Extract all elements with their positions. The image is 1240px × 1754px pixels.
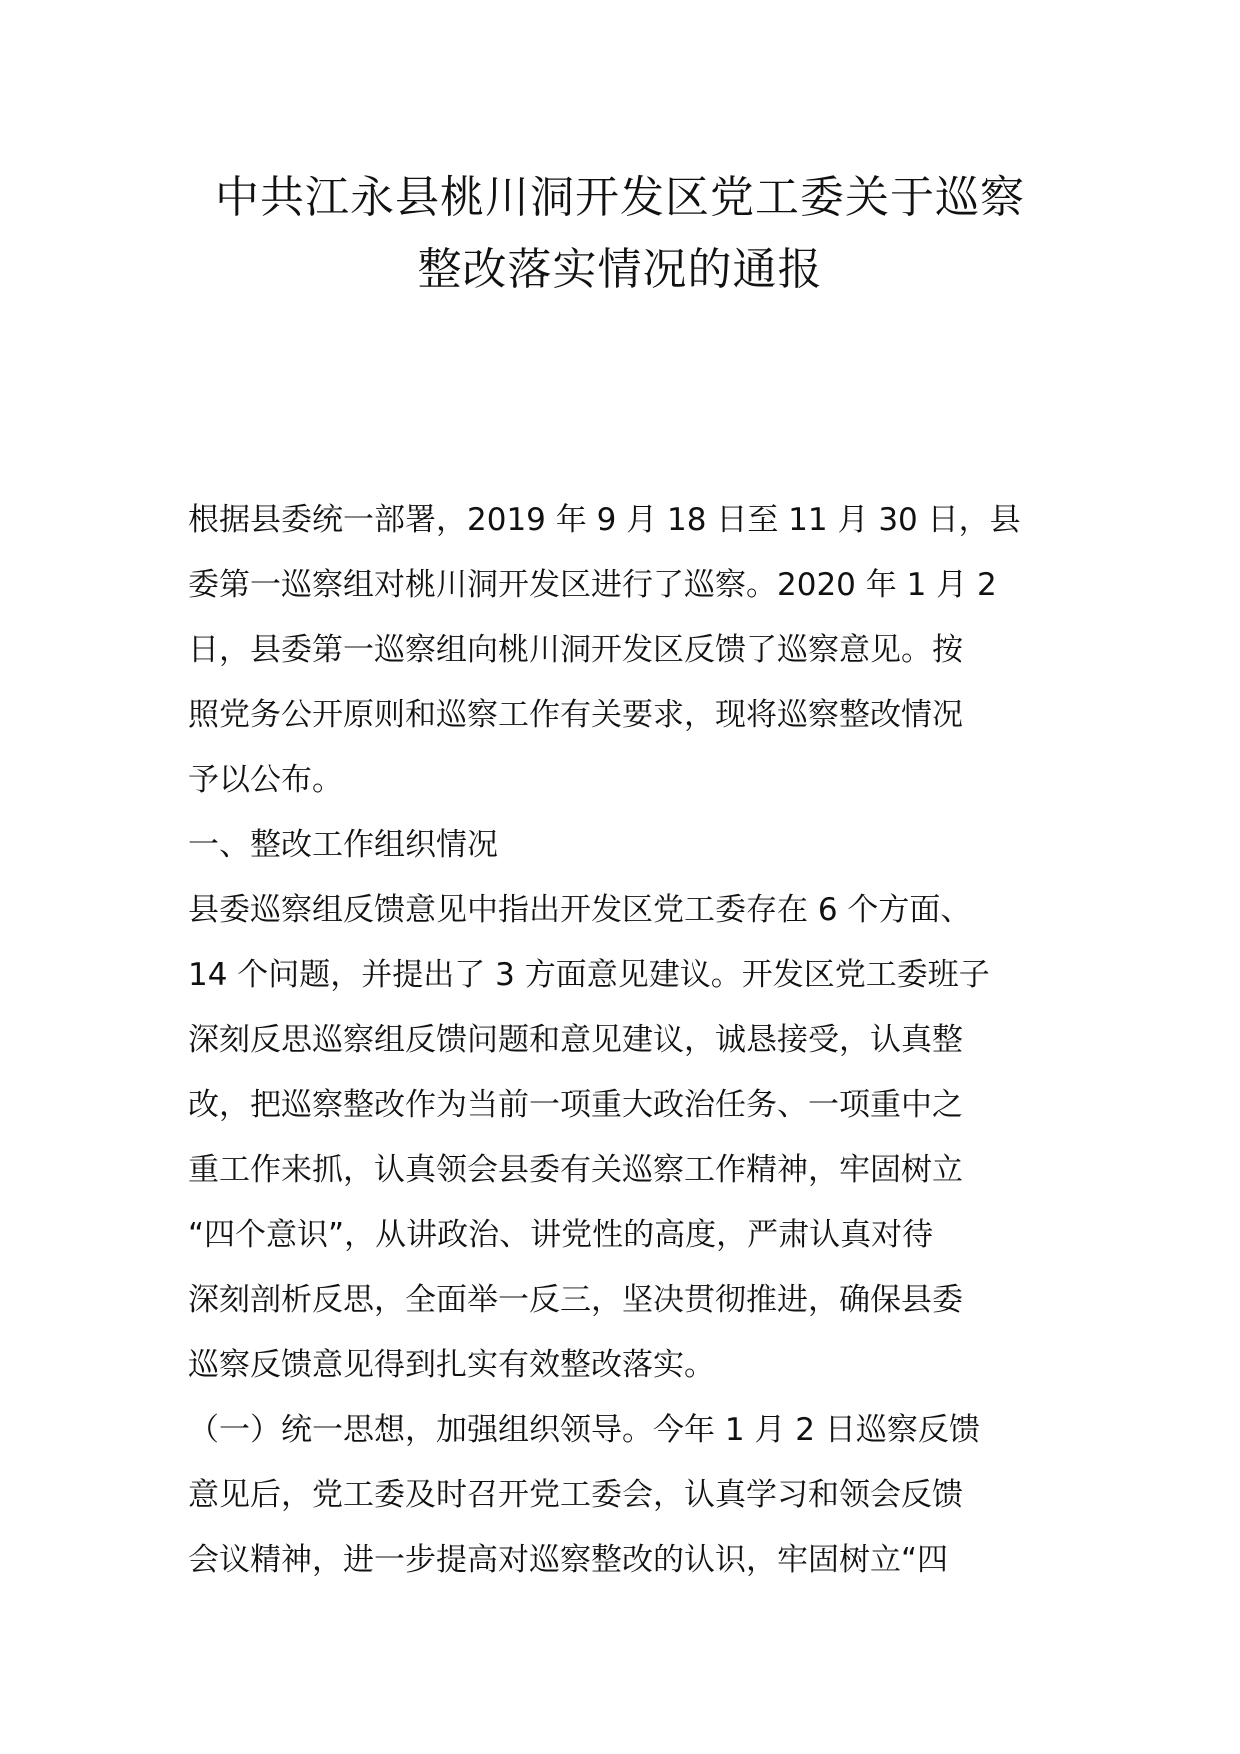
- subsection-line: （一）统一思想，加强组织领导。今年 1 月 2 日巡察反馈: [188, 1412, 980, 1448]
- body-line: 予以公布。: [188, 762, 343, 798]
- body-line: 改，把巡察整改作为当前一项重大政治任务、一项重中之: [188, 1087, 963, 1123]
- body-line: 重工作来抓，认真领会县委有关巡察工作精神，牢固树立: [188, 1152, 963, 1188]
- body-line: 照党务公开原则和巡察工作有关要求，现将巡察整改情况: [188, 697, 963, 733]
- body-line: 根据县委统一部署，2019 年 9 月 18 日至 11 月 30 日，县: [188, 502, 1021, 538]
- body-line: 巡察反馈意见得到扎实有效整改落实。: [188, 1347, 715, 1383]
- body-line: 意见后，党工委及时召开党工委会，认真学习和领会反馈: [188, 1477, 963, 1513]
- body-line: 日，县委第一巡察组向桃川洞开发区反馈了巡察意见。按: [188, 632, 963, 668]
- body-line: 14 个问题，并提出了 3 方面意见建议。开发区党工委班子: [188, 957, 990, 993]
- section-heading: 一、整改工作组织情况: [188, 827, 498, 863]
- document-body: [188, 488, 1068, 1593]
- document-title-line-2: 整改落实情况的通报: [417, 244, 823, 295]
- body-line: 深刻剖析反思，全面举一反三，坚决贯彻推进，确保县委: [188, 1282, 963, 1318]
- body-line: “四个意识”，从讲政治、讲党性的高度，严肃认真对待: [188, 1217, 934, 1253]
- body-line: 委第一巡察组对桃川洞开发区进行了巡察。2020 年 1 月 2: [188, 567, 997, 603]
- body-line: 县委巡察组反馈意见中指出开发区党工委存在 6 个方面、: [188, 892, 972, 928]
- body-line: 深刻反思巡察组反馈问题和意见建议，诚恳接受，认真整: [188, 1022, 963, 1058]
- document-title-line-1: 中共江永县桃川洞开发区党工委关于巡察: [215, 172, 1025, 223]
- body-line: 会议精神，进一步提高对巡察整改的认识，牢固树立“四: [188, 1542, 949, 1578]
